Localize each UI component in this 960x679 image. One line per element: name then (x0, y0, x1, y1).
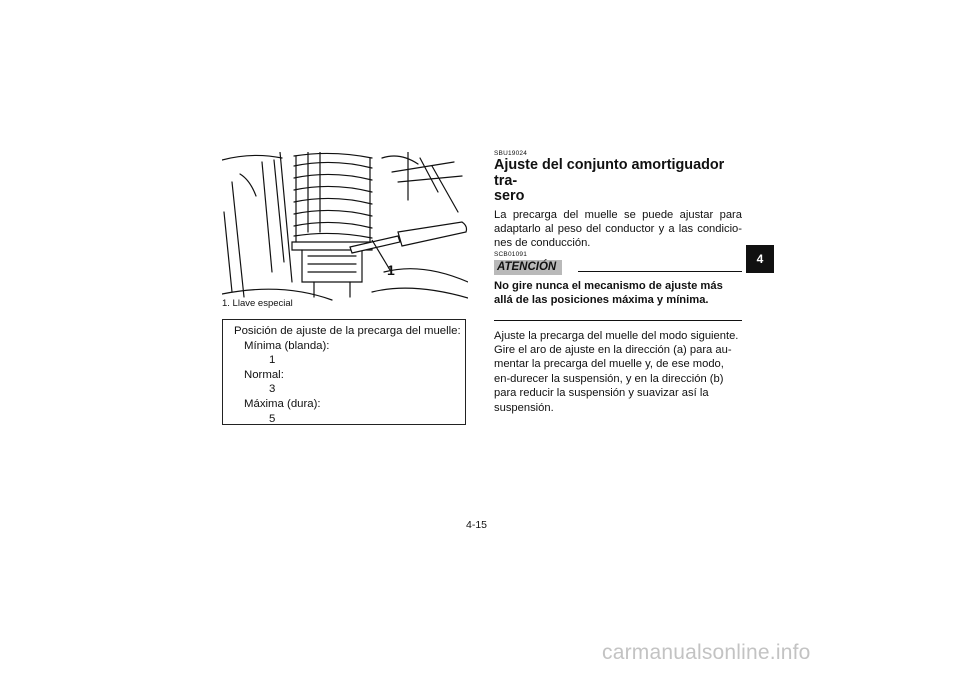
figure-callout-number: 1 (387, 262, 395, 278)
chapter-tab: 4 (746, 245, 774, 273)
section-title-line2: sero (494, 188, 525, 204)
caution-code: SCB01091 (494, 250, 528, 258)
caution-text: No gire nunca el mecanismo de ajuste más allá de las posiciones máxima y mínima. (494, 279, 723, 307)
spec-normal-value: 3 (269, 383, 276, 396)
caution-badge: ATENCIÓN (494, 260, 562, 275)
section-column (494, 150, 742, 415)
shock-absorber-drawing (222, 152, 468, 302)
page-number: 4-15 (466, 519, 488, 531)
figure-caption: 1. Llave especial (222, 298, 293, 309)
spec-normal-label: Normal: (244, 368, 284, 381)
spec-min-label: Mínima (blanda): (244, 339, 330, 352)
section-title (494, 158, 742, 205)
section-code: SBU19024 (494, 150, 528, 157)
body-paragraph: Ajuste la precarga del muelle del modo siguiente. Gire el aro de ajuste en la dirección (a) para au-mentar la precarga del muelle y, de ese modo, en-durecer la suspensión, y en la dirección (b) para reducir la suspensión y suavizar así la suspensión. (494, 329, 739, 414)
caution-rule-top (578, 271, 742, 272)
preload-settings-box (222, 319, 466, 425)
spec-max-label: Máxima (dura): (244, 397, 321, 410)
section-title-line1: Ajuste del conjunto amortiguador tra- (494, 157, 725, 189)
intro-paragraph: La precarga del muelle se puede ajustar para adaptarlo al peso del conductor y a las condicio-nes de conducción. (494, 208, 742, 250)
spec-heading: Posición de ajuste de la precarga del muelle: (234, 325, 461, 337)
shock-absorber-illustration (222, 152, 468, 302)
caution-header (494, 260, 742, 275)
spec-max-value: 5 (269, 412, 276, 425)
spec-min-value: 1 (269, 354, 276, 367)
watermark: carmanualsonline.info (602, 641, 811, 664)
caution-rule-bottom (494, 320, 742, 321)
